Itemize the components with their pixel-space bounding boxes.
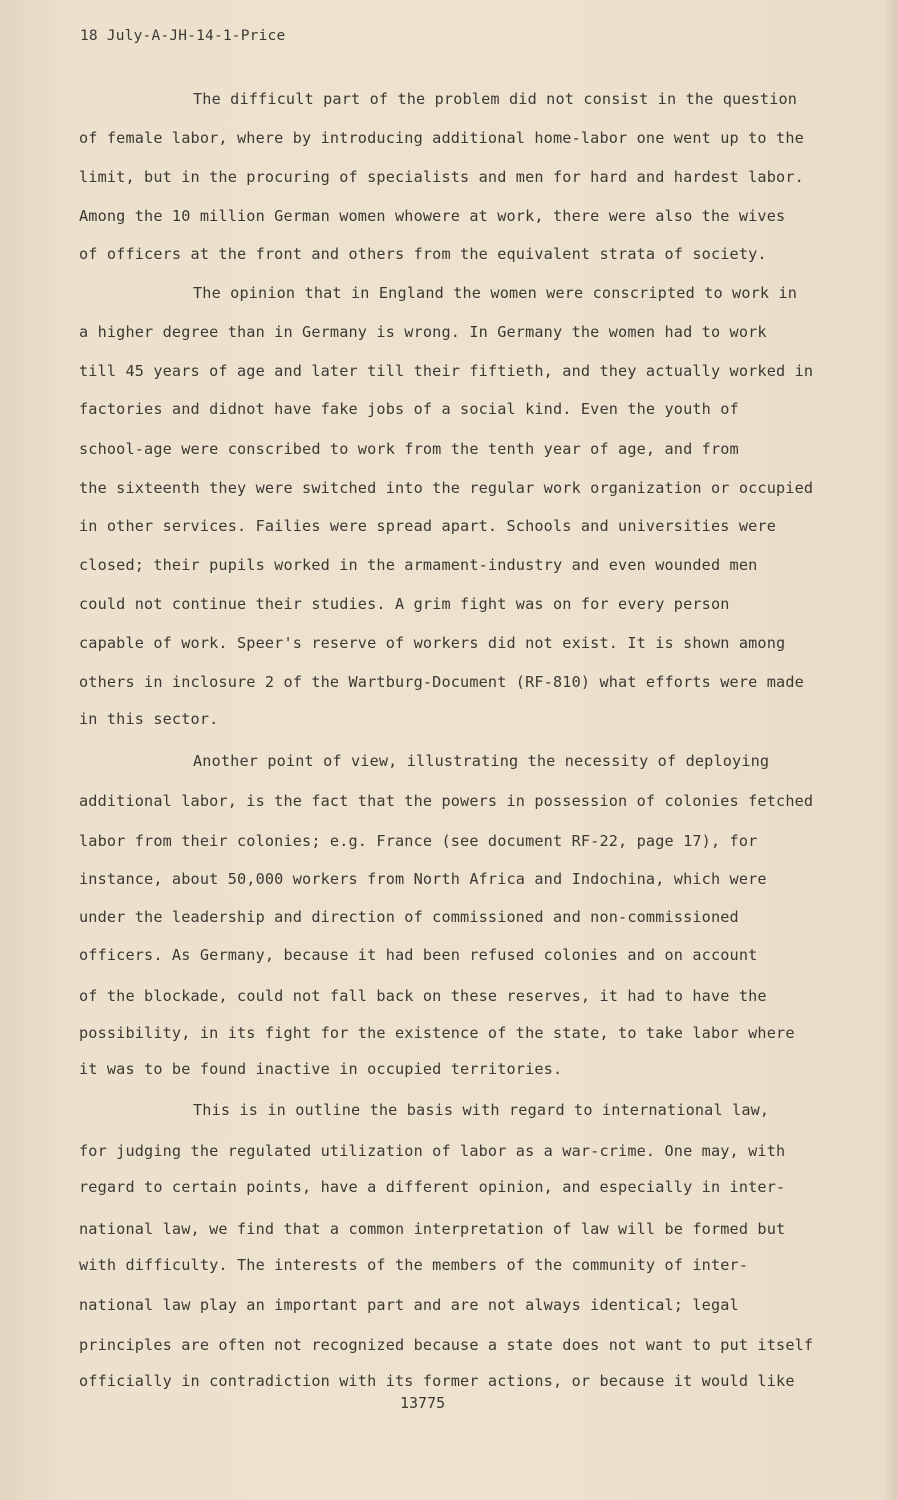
text-line: factories and didnot have fake jobs of a social kind. Even the youth of bbox=[79, 400, 739, 418]
page-edge bbox=[885, 0, 897, 1500]
text-line: for judging the regulated utilization of labor as a war-crime. One may, with bbox=[79, 1142, 786, 1160]
text-line: officers. As Germany, because it had been refused colonies and on account bbox=[79, 946, 758, 964]
text-line: instance, about 50,000 workers from North Africa and Indochina, which were bbox=[79, 870, 767, 888]
text-line: national law play an important part and are not always identical; legal bbox=[79, 1296, 739, 1314]
text-line: regard to certain points, have a different opinion, and especially in inter- bbox=[79, 1178, 786, 1196]
text-line: school-age were conscribed to work from the tenth year of age, and from bbox=[79, 440, 739, 458]
page-header: 18 July-A-JH-14-1-Price bbox=[80, 28, 286, 44]
text-line: limit, but in the procuring of specialists and men for hard and hardest labor. bbox=[79, 168, 804, 186]
text-line: principles are often not recognized because a state does not want to put itself bbox=[79, 1336, 814, 1354]
text-line: closed; their pupils worked in the armament-industry and even wounded men bbox=[79, 556, 758, 574]
text-line: The opinion that in England the women were conscripted to work in bbox=[193, 284, 798, 302]
text-line: labor from their colonies; e.g. France (see document RF-22, page 17), for bbox=[79, 832, 758, 850]
text-line: others in inclosure 2 of the Wartburg-Document (RF-810) what efforts were made bbox=[79, 673, 804, 691]
text-line: the sixteenth they were switched into the regular work organization or occupied bbox=[79, 479, 814, 497]
text-line: Another point of view, illustrating the necessity of deploying bbox=[193, 752, 770, 770]
text-line: This is in outline the basis with regard to international law, bbox=[193, 1101, 770, 1119]
text-line: in other services. Failies were spread apart. Schools and universities were bbox=[79, 517, 777, 535]
text-line: with difficulty. The interests of the members of the community of inter- bbox=[79, 1256, 749, 1274]
text-line: officially in contradiction with its former actions, or because it would like bbox=[79, 1372, 795, 1390]
text-line: of the blockade, could not fall back on these reserves, it had to have the bbox=[79, 987, 767, 1005]
text-line: a higher degree than in Germany is wrong. In Germany the women had to work bbox=[79, 323, 767, 341]
text-line: additional labor, is the fact that the powers in possession of colonies fetched bbox=[79, 792, 814, 810]
text-line: possibility, in its fight for the existence of the state, to take labor where bbox=[79, 1024, 795, 1042]
text-line: The difficult part of the problem did not consist in the question bbox=[193, 90, 798, 108]
text-line: capable of work. Speer's reserve of workers did not exist. It is shown among bbox=[79, 634, 786, 652]
text-line: till 45 years of age and later till their fiftieth, and they actually worked in bbox=[79, 362, 814, 380]
page-number: 13775 bbox=[400, 1394, 446, 1412]
text-line: Among the 10 million German women whowere at work, there were also the wives bbox=[79, 207, 786, 225]
text-line: could not continue their studies. A grim fight was on for every person bbox=[79, 595, 730, 613]
text-line: national law, we find that a common interpretation of law will be formed but bbox=[79, 1220, 786, 1238]
text-line: of female labor, where by introducing additional home-labor one went up to the bbox=[79, 129, 804, 147]
text-line: under the leadership and direction of commissioned and non-commissioned bbox=[79, 908, 739, 926]
text-line: of officers at the front and others from the equivalent strata of society. bbox=[79, 245, 767, 263]
text-line: in this sector. bbox=[79, 710, 219, 728]
text-line: it was to be found inactive in occupied territories. bbox=[79, 1060, 563, 1078]
